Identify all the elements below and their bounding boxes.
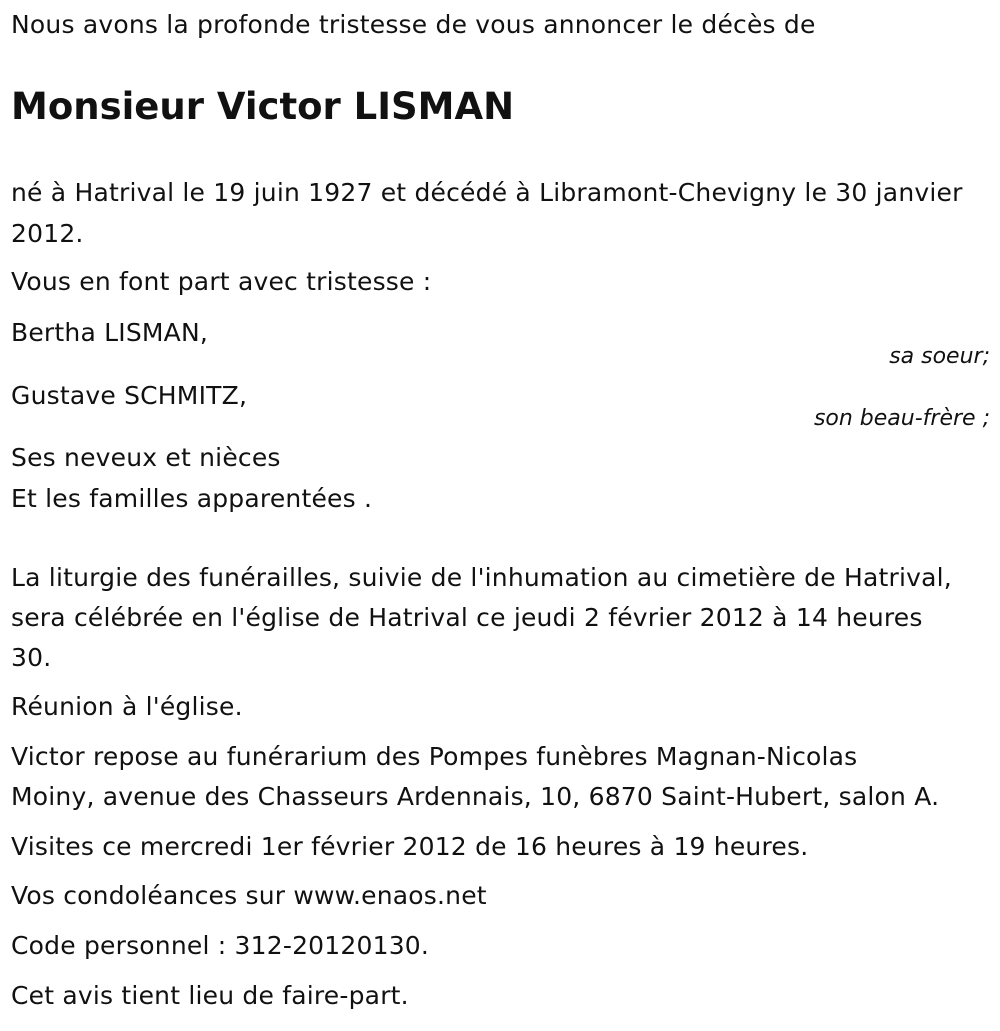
funeral-home-line-2: Moiny, avenue des Chasseurs Ardennais, 10, 6870 Saint-Hubert, salon A.: [11, 782, 940, 811]
family-intro: Vous en font part avec tristesse :: [11, 267, 432, 296]
liturgy-line-3: 30.: [11, 643, 52, 672]
birth-death-line-1: né à Hatrival le 19 juin 1927 et décédé à Libramont-Chevigny le 30 janvier: [11, 178, 963, 207]
personal-code-text: Code personnel : 312-20120130.: [11, 931, 430, 960]
funeral-home-line-1: Victor repose au funérarium des Pompes funèbres Magnan-Nicolas: [11, 742, 858, 771]
related-families-line: Et les familles apparentées .: [11, 484, 373, 513]
notice-text: Cet avis tient lieu de faire-part.: [11, 981, 409, 1010]
visits-text: Visites ce mercredi 1er février 2012 de 16 heures à 19 heures.: [11, 832, 809, 861]
family-member-name: Gustave SCHMITZ,: [11, 381, 248, 410]
family-member-name: Bertha LISMAN,: [11, 318, 209, 347]
intro-text: Nous avons la profonde tristesse de vous annoncer le décès de: [11, 10, 816, 39]
liturgy-line-1: La liturgie des funérailles, suivie de l'inhumation au cimetière de Hatrival,: [11, 563, 952, 592]
family-member-relation: son beau-frère ;: [813, 406, 990, 431]
liturgy-line-2: sera célébrée en l'église de Hatrival ce jeudi 2 février 2012 à 14 heures: [11, 603, 923, 632]
nephews-nieces-line: Ses neveux et nièces: [11, 443, 281, 472]
family-member-relation: sa soeur;: [889, 344, 990, 369]
birth-death-line-2: 2012.: [11, 219, 84, 248]
meeting-text: Réunion à l'église.: [11, 692, 243, 721]
deceased-name: Monsieur Victor LISMAN: [11, 85, 515, 128]
condolences-text: Vos condoléances sur www.enaos.net: [11, 881, 487, 910]
